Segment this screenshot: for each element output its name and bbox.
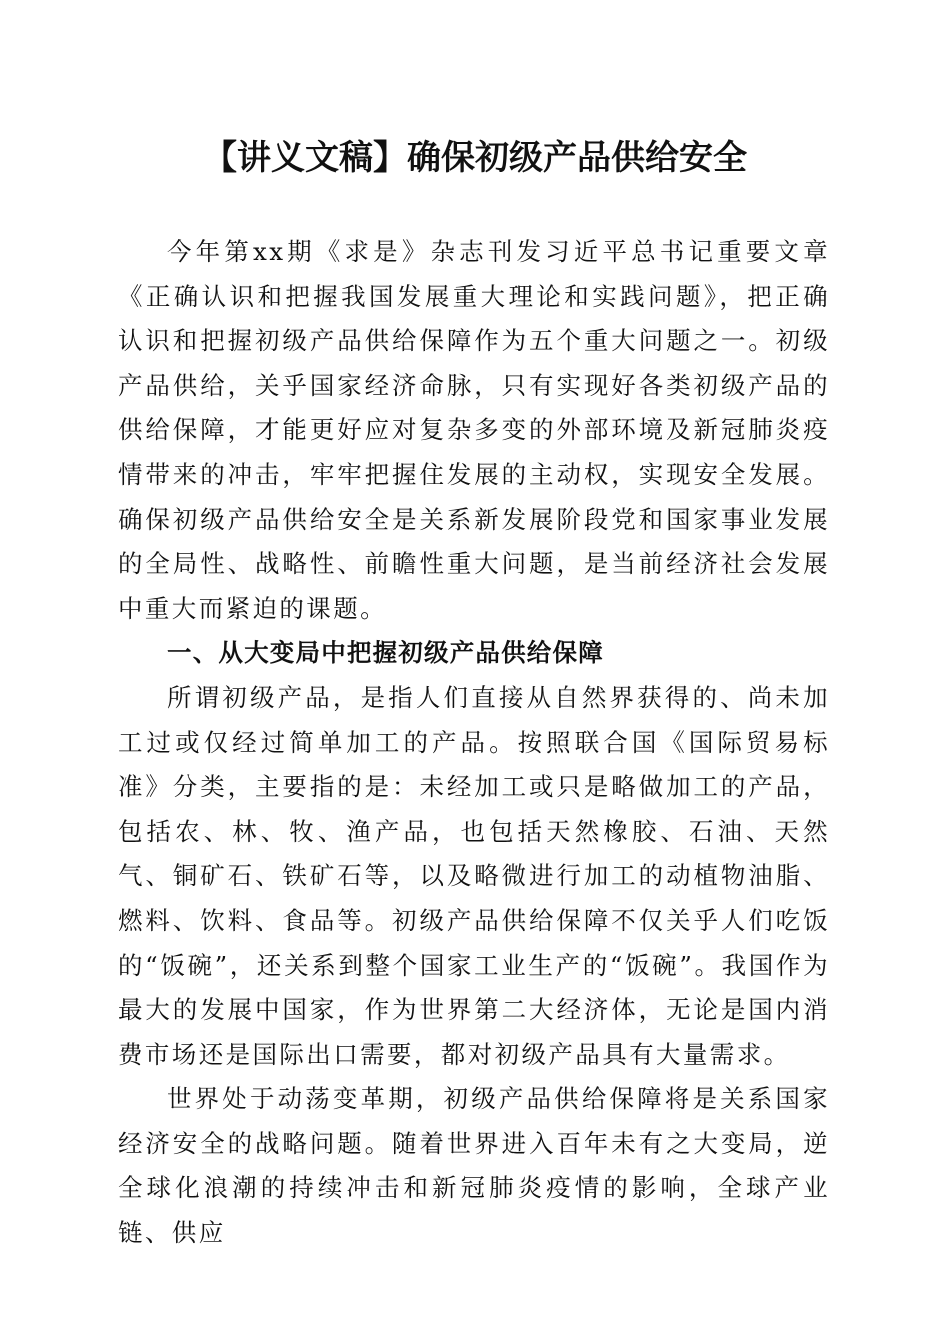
body-paragraph: 所谓初级产品，是指人们直接从自然界获得的、尚未加工过或仅经过简单加工的产品。按照联合国《国际贸易标准》分类，主要指的是：未经加工或只是略做加工的产品，包括农、林、牧、渔产品，也包括天然橡胶、石油、天然气、铜矿石、铁矿石等，以及略微进行加工的动植物油脂、燃料、饮料、食品等。初级产品供给保障不仅关乎人们吃饭的“饭碗”，还关系到整个国家工业生产的“饭碗”。我国作为最大的发展中国家，作为世界第二大经济体，无论是国内消费市场还是国际出口需要，都对初级产品具有大量需求。 <box>118 682 830 1069</box>
intro-paragraph: 今年第xx期《求是》杂志刊发习近平总书记重要文章《正确认识和把握我国发展重大理论和实践问题》，把正确认识和把握初级产品供给保障作为五个重大问题之一。初级产品供给，关乎国家经济命脉，只有实现好各类初级产品的供给保障，才能更好应对复杂多变的外部环境及新冠肺炎疫情带来的冲击，牢牢把握住发展的主动权，实现安全发展。确保初级产品供给安全是关系新发展阶段党和国家事业发展的全局性、战略性、前瞻性重大问题，是当前经济社会发展中重大而紧迫的课题。 <box>118 237 830 623</box>
document-title: 【讲义文稿】确保初级产品供给安全 <box>203 138 747 178</box>
section-heading: 一、从大变局中把握初级产品供给保障 <box>167 638 604 668</box>
document-body <box>118 230 830 1256</box>
body-paragraph: 世界处于动荡变革期，初级产品供给保障将是关系国家经济安全的战略问题。随着世界进入百年未有之大变局，逆全球化浪潮的持续冲击和新冠肺炎疫情的影响，全球产业链、供应 <box>118 1084 830 1248</box>
